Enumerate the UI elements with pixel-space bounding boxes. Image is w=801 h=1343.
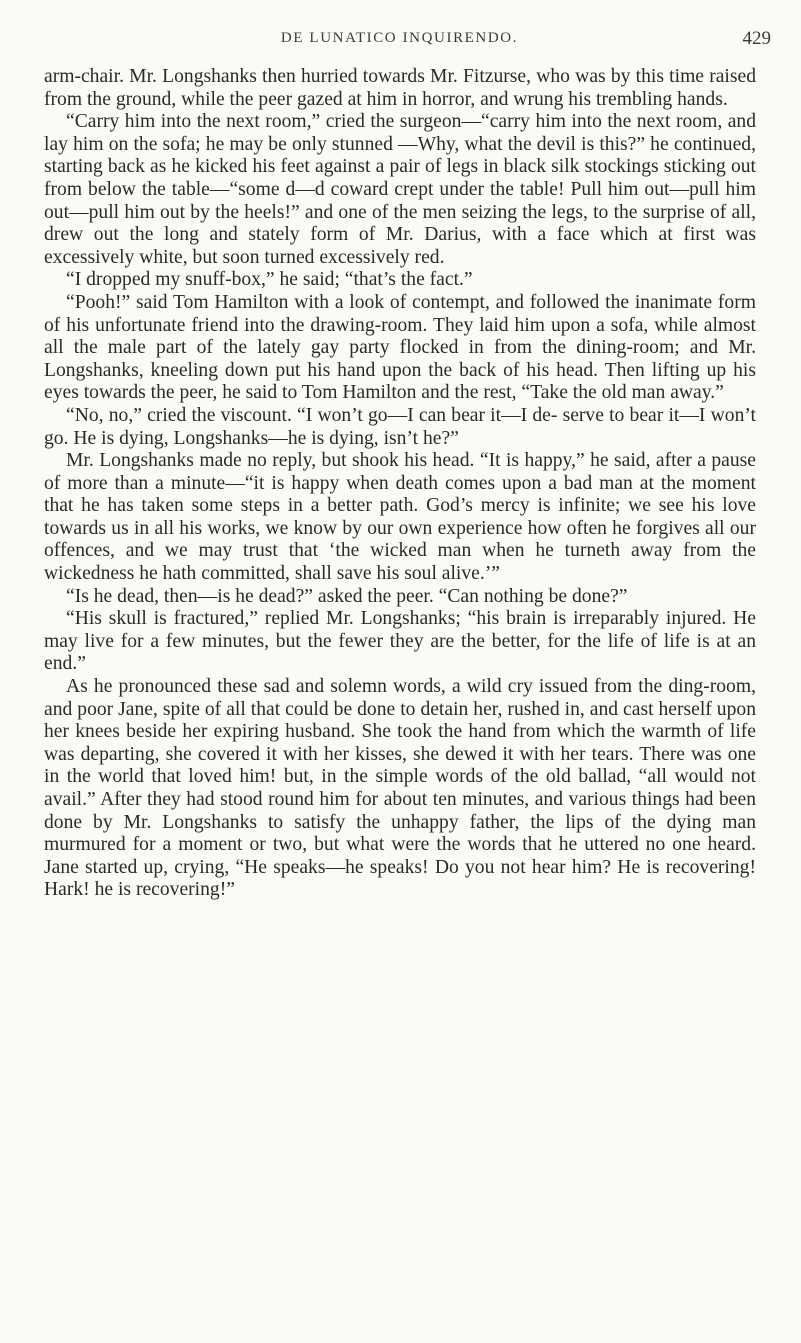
paragraph: “His skull is fractured,” replied Mr. Longshanks; “his brain is irreparably injured. He may live for a few minutes, but the fewer they are the better, for the life of life is at an end.” [44, 608, 756, 675]
paragraph: As he pronounced these sad and solemn words, a wild cry issued from the ding-room, and poor Jane, spite of all that could be done to detain her, rushed in, and cast herself upon her knees beside her expiring husband. She took the hand from which the warmth of life was departing, she covered it with her kisses, she dewed it with her tears. There was one in the world that loved him! but, in the simple words of the old ballad, “all would not avail.” After they had stood round him for about ten minutes, and various things had been done by Mr. Longshanks to satisfy the unhappy father, the lips of the dying man murmured for a moment or two, but what were the words that he uttered no one heard. Jane started up, crying, “He speaks—he speaks! Do you not hear him? He is recovering! Hark! he is recovering!” [44, 676, 756, 901]
body-text [44, 66, 756, 902]
page-number: 429 [742, 28, 771, 49]
paragraph: “Pooh!” said Tom Hamilton with a look of contempt, and followed the inanimate form of his unfortunate friend into the drawing-room. They laid him upon a sofa, while almost all the male part of the lately gay party flocked in from the dining-room; and Mr. Longshanks, kneeling down put his hand upon the back of his head. Then lifting up his eyes towards the peer, he said to Tom Hamilton and the rest, “Take the old man away.” [44, 291, 756, 404]
paragraph: arm-chair. Mr. Longshanks then hurried towards Mr. Fitzurse, who was by this time raised from the ground, while the peer gazed at him in horror, and wrung his trembling hands. [44, 66, 756, 110]
paragraph: Mr. Longshanks made no reply, but shook his head. “It is happy,” he said, after a pause of more than a minute—“it is happy when death comes upon a bad man at the moment that he has taken some steps in a better path. God’s mercy is infinite; we see his love towards us in all his works, we know by our own experience how often he forgives all our offences, and we may trust that ‘the wicked man when he turneth away from the wickedness he hath committed, shall save his soul alive.’” [44, 450, 756, 585]
running-title: DE LUNATICO INQUIRENDO. [280, 30, 519, 46]
paragraph: “No, no,” cried the viscount. “I won’t go—I can bear it—I de- serve to bear it—I won’t go. He is dying, Longshanks—he is dying, isn’t he?” [44, 404, 756, 449]
paragraph: “I dropped my snuff-box,” he said; “that’s the fact.” [66, 269, 473, 291]
paragraph: “Is he dead, then—is he dead?” asked the peer. “Can nothing be done?” [66, 585, 628, 607]
paragraph: “Carry him into the next room,” cried the surgeon—“carry him into the next room, and lay him on the sofa; he may be only stunned —Why, what the devil is this?” he continued, starting back as he kicked his feet against a pair of legs in black silk stockings sticking out from below the table—“some d—d coward crept under the table! Pull him out—pull him out—pull him out by the heels!” and one of the men seizing the legs, to the surprise of all, drew out the long and stately form of Mr. Darius, with a face which at first was excessively white, but soon turned excessively red. [44, 111, 756, 268]
running-head [28, 30, 771, 54]
